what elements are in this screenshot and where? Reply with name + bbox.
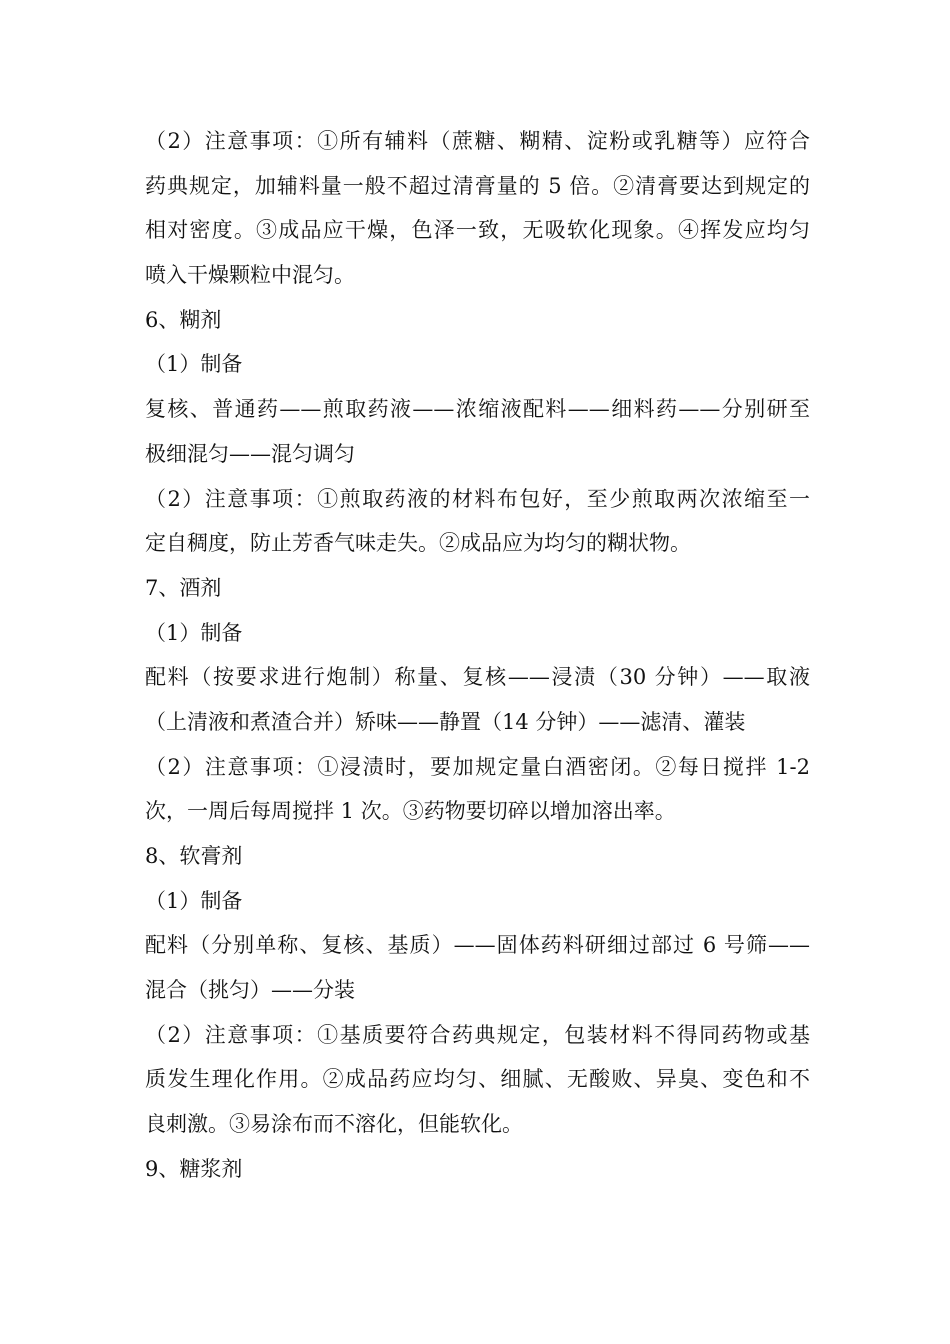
section-heading: 8、软膏剂 (145, 844, 243, 868)
section-heading: 6、糊剂 (145, 307, 222, 332)
text-line: 配料（分别单称、复核、基质）——固体药料研细过部过 6 号筛—— (145, 933, 810, 958)
text-line: 次，一周后每周搅拌 1 次。③药物要切碎以增加溶出率。 (145, 799, 676, 824)
text-line: （2）注意事项：①浸渍时，要加规定量白酒密闭。②每日搅拌 1-2 (145, 754, 810, 779)
text-line: （2）注意事项：①所有辅料（蔗糖、糊精、淀粉或乳糖等）应符合 (145, 129, 810, 153)
section-heading: 9、糖浆剂 (145, 1156, 243, 1181)
text-line: （2）注意事项：①基质要符合药典规定，包装材料不得同药物或基 (145, 1022, 810, 1047)
text-line: （2）注意事项：①煎取药液的材料布包好，至少煎取两次浓缩至一 (145, 486, 810, 511)
text-line: 药典规定，加辅料量一般不超过清膏量的 5 倍。②清膏要达到规定的 (145, 173, 810, 198)
subsection-heading: （1）制备 (145, 620, 243, 645)
text-line: （上清液和煮渣合并）矫味——静置（14 分钟）——滤清、灌装 (145, 709, 746, 734)
text-line: 质发生理化作用。②成品药应均匀、细腻、无酸败、异臭、变色和不 (145, 1067, 810, 1092)
text-line: 相对密度。③成品应干燥，色泽一致，无吸软化现象。④挥发应均匀 (145, 218, 810, 243)
subsection-heading: （1）制备 (145, 888, 243, 913)
text-line: 喷入干燥颗粒中混匀。 (145, 263, 355, 288)
text-line: 复核、普通药——煎取药液——浓缩液配料——细料药——分别研至 (145, 397, 810, 422)
document-body (145, 119, 810, 1192)
subsection-heading: （1）制备 (145, 352, 243, 377)
text-line: 定自稠度，防止芳香气味走失。②成品应为均匀的糊状物。 (145, 531, 691, 556)
text-line: 良刺激。③易涂布而不溶化，但能软化。 (145, 1112, 523, 1137)
text-line: 混合（挑匀）——分装 (145, 978, 355, 1003)
section-heading: 7、酒剂 (145, 575, 222, 600)
text-line: 配料（按要求进行炮制）称量、复核——浸渍（30 分钟）——取液 (145, 665, 810, 690)
text-line: 极细混匀——混匀调匀 (145, 441, 355, 466)
